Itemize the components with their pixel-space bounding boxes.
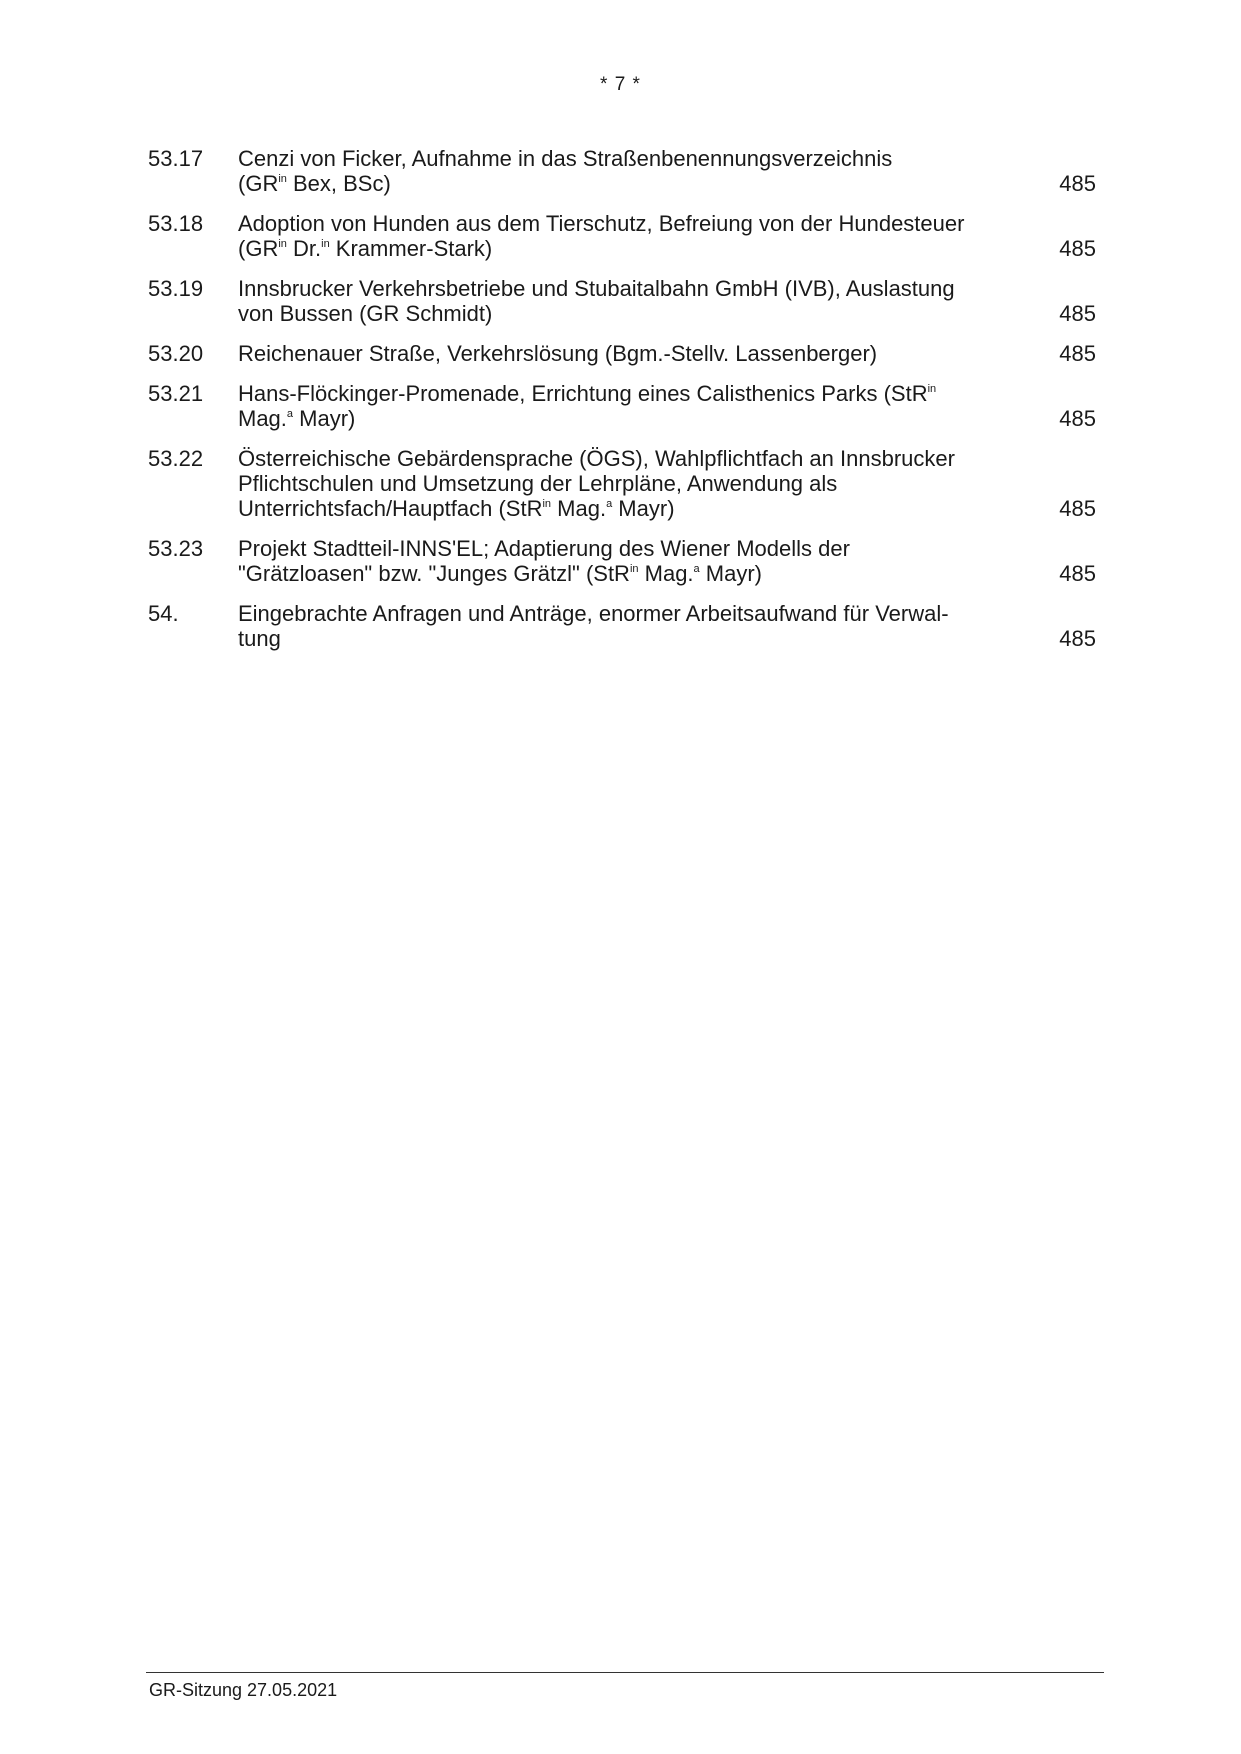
title-text: Mayr) (612, 496, 675, 521)
toc-entry-title (238, 601, 1018, 651)
toc-entry-title (238, 341, 1018, 366)
title-text: Reichenauer Straße, Verkehrslösung (Bgm.-Stellv. Lassenberger) (238, 341, 878, 366)
toc-entry-title-line (238, 601, 1018, 626)
title-text: "Grätzloasen" bzw. "Junges Grätzl" (StR (238, 561, 630, 586)
title-text: Österreichische Gebärdensprache (ÖGS), Wahlpflichtfach an Innsbrucker (238, 446, 955, 471)
toc-entry-number: 53.22 (148, 446, 204, 471)
toc-entry (148, 276, 1096, 326)
superscript: in (321, 238, 330, 250)
toc-entry-number: 53.21 (148, 381, 204, 406)
toc-entry (148, 146, 1096, 196)
title-text: Innsbrucker Verkehrsbetriebe und Stubaitalbahn GmbH (IVB), Auslastung (238, 276, 955, 301)
toc-entry-page: 485 (1059, 301, 1096, 326)
toc-entry-title-line (238, 561, 1018, 586)
toc-entry-title-line (238, 211, 1018, 236)
title-text: (GR (238, 236, 279, 261)
toc-entry-page: 485 (1059, 236, 1096, 261)
superscript: in (927, 383, 937, 395)
toc-entry-title-line (238, 626, 1018, 651)
title-text: Cenzi von Ficker, Aufnahme in das Straßenbenennungsverzeichnis (238, 146, 893, 171)
title-text: Eingebrachte Anfragen und Anträge, enormer Arbeitsaufwand für Verwal- (238, 601, 949, 626)
toc-entry-number: 53.17 (148, 146, 204, 171)
superscript: in (278, 238, 287, 250)
toc-entry-page: 485 (1059, 341, 1096, 366)
toc-entry-title-line (238, 406, 1018, 431)
title-text: von Bussen (GR Schmidt) (238, 301, 493, 326)
toc-entry-title (238, 276, 1018, 326)
superscript: in (542, 498, 552, 510)
toc-entry-title-line (238, 146, 1018, 171)
toc-entry-title (238, 211, 1018, 261)
toc-entry (148, 536, 1096, 586)
page-number: * 7 * (600, 74, 641, 95)
toc-entry (148, 601, 1096, 651)
title-text: Pflichtschulen und Umsetzung der Lehrpläne, Anwendung als (238, 471, 838, 496)
title-text: Dr. (286, 236, 322, 261)
toc-entry-page: 485 (1059, 626, 1096, 651)
toc-entry (148, 341, 1096, 366)
toc-entry-number: 53.19 (148, 276, 204, 301)
superscript: a (693, 563, 700, 575)
title-text: Krammer-Stark) (329, 236, 493, 261)
superscript: a (606, 498, 613, 510)
superscript: in (278, 173, 287, 185)
toc-entry-number: 53.18 (148, 211, 204, 236)
toc-entry-title-line (238, 276, 1018, 301)
table-of-contents (148, 146, 1096, 666)
toc-entry-title (238, 146, 1018, 196)
toc-entry-title (238, 381, 1018, 431)
superscript: a (286, 408, 294, 420)
title-text: Mag. (638, 561, 694, 586)
toc-entry-title-line (238, 536, 1018, 561)
toc-entry-title-line (238, 381, 1018, 406)
toc-entry-number: 53.23 (148, 536, 204, 561)
toc-entry-page: 485 (1059, 496, 1096, 521)
toc-entry-number: 54. (148, 601, 179, 626)
toc-entry-title-line (238, 301, 1018, 326)
toc-entry-title-line (238, 236, 1018, 261)
title-text: Mayr) (293, 406, 356, 431)
toc-entry-title (238, 446, 1018, 521)
toc-entry-title (238, 536, 1018, 586)
toc-entry-title-line (238, 171, 1018, 196)
superscript: in (629, 563, 639, 575)
toc-entry-page: 485 (1059, 406, 1096, 431)
footer-divider (146, 1672, 1104, 1673)
title-text: Mag. (551, 496, 607, 521)
toc-entry-number: 53.20 (148, 341, 204, 366)
toc-entry-title-line (238, 446, 1018, 471)
toc-entry-title-line (238, 496, 1018, 521)
title-text: tung (238, 626, 281, 651)
title-text: Unterrichtsfach/Hauptfach (StR (238, 496, 543, 521)
toc-entry-page: 485 (1059, 171, 1096, 196)
footer-session-date: GR-Sitzung 27.05.2021 (149, 1680, 338, 1700)
title-text: Bex, BSc) (286, 171, 391, 196)
title-text: (GR (238, 171, 279, 196)
toc-entry (148, 446, 1096, 521)
toc-entry (148, 211, 1096, 261)
toc-entry-title-line (238, 471, 1018, 496)
title-text: Mag. (238, 406, 287, 431)
toc-entry (148, 381, 1096, 431)
title-text: Adoption von Hunden aus dem Tierschutz, Befreiung von der Hundesteuer (238, 211, 965, 236)
toc-entry-page: 485 (1059, 561, 1096, 586)
title-text: Projekt Stadtteil-INNS'EL; Adaptierung des Wiener Modells der (238, 536, 850, 561)
toc-entry-title-line (238, 341, 1018, 366)
title-text: Mayr) (699, 561, 762, 586)
title-text: Hans-Flöckinger-Promenade, Errichtung eines Calisthenics Parks (StR (238, 381, 928, 406)
